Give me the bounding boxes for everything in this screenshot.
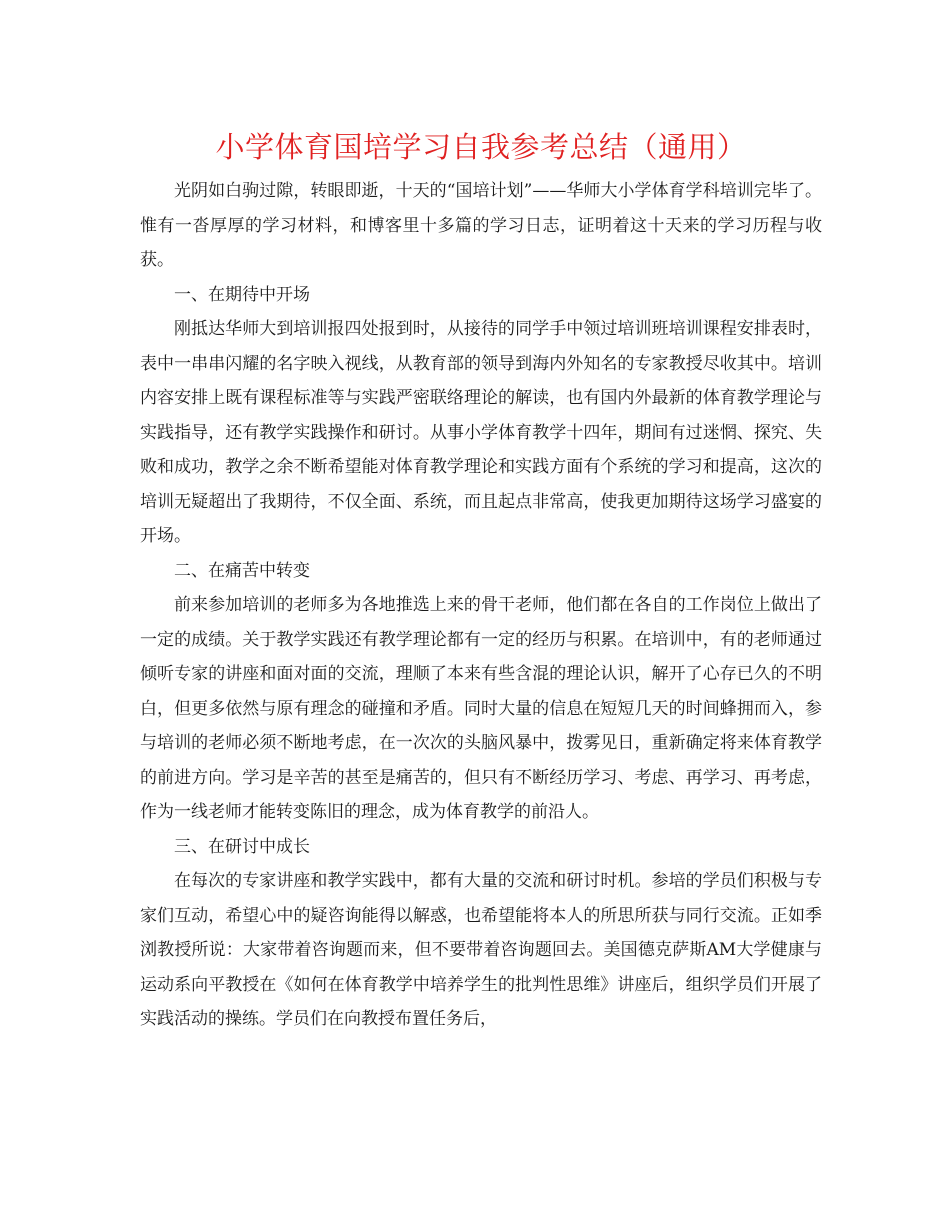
paragraph-section-2: 前来参加培训的老师多为各地推选上来的骨干老师，他们都在各自的工作岗位上做出了一定的成绩。关于教学实践还有教学理论都有一定的经历与积累。在培训中，有的老师通过倾听专家的讲座和面对面的交流，理顺了本来有些含混的理论认识，解开了心存已久的不明白，但更多依然与原有理念的碰撞和矛盾。同时大量的信息在短短几天的时间蜂拥而入，参与培训的老师必须不断地考虑，在一次次的头脑风暴中，拨雾见日，重新确定将来体育教学的前进方向。学习是辛苦的甚至是痛苦的，但只有不断经历学习、考虑、再学习、再考虑，作为一线老师才能转变陈旧的理念，成为体育教学的前沿人。: [140, 595, 822, 822]
document-body: [140, 174, 822, 1037]
paragraph-section-3: 在每次的专家讲座和教学实践中，都有大量的交流和研讨时机。参培的学员们积极与专家们互动，希望心中的疑咨询能得以解惑，也希望能将本人的所思所获与同行交流。正如季浏教授所说：大家带着咨询题而来，但不要带着咨询题回去。美国德克萨斯AM大学健康与运动系向平教授在《如何在体育教学中培养学生的批判性思维》讲座后，组织学员们开展了实践活动的操练。学员们在向教授布置任务后，: [140, 871, 822, 1029]
paragraph-intro: 光阴如白驹过隙，转眼即逝，十天的“国培计划”——华师大小学体育学科培训完毕了。惟有一沓厚厚的学习材料，和博客里十多篇的学习日志，证明着这十天来的学习历程与收获。: [140, 181, 822, 270]
section-heading-1: 一、在期待中开场: [174, 284, 310, 305]
section-heading-3: 三、在研讨中成长: [174, 836, 310, 857]
section-heading-2: 二、在痛苦中转变: [174, 560, 310, 581]
document-title: 小学体育国培学习自我参考总结（通用）: [215, 130, 747, 164]
paragraph-section-1: 刚抵达华师大到培训报四处报到时，从接待的同学手中领过培训班培训课程安排表时，表中一串串闪耀的名字映入视线，从教育部的领导到海内外知名的专家教授尽收其中。培训内容安排上既有课程标准等与实践严密联络理论的解读，也有国内外最新的体育教学理论与实践指导，还有教学实践操作和研讨。从事小学体育教学十四年，期间有过迷惘、探究、失败和成功，教学之余不断希望能对体育教学理论和实践方面有个系统的学习和提高，这次的培训无疑超出了我期待，不仅全面、系统，而且起点非常高，使我更加期待这场学习盛宴的开场。: [140, 319, 822, 546]
